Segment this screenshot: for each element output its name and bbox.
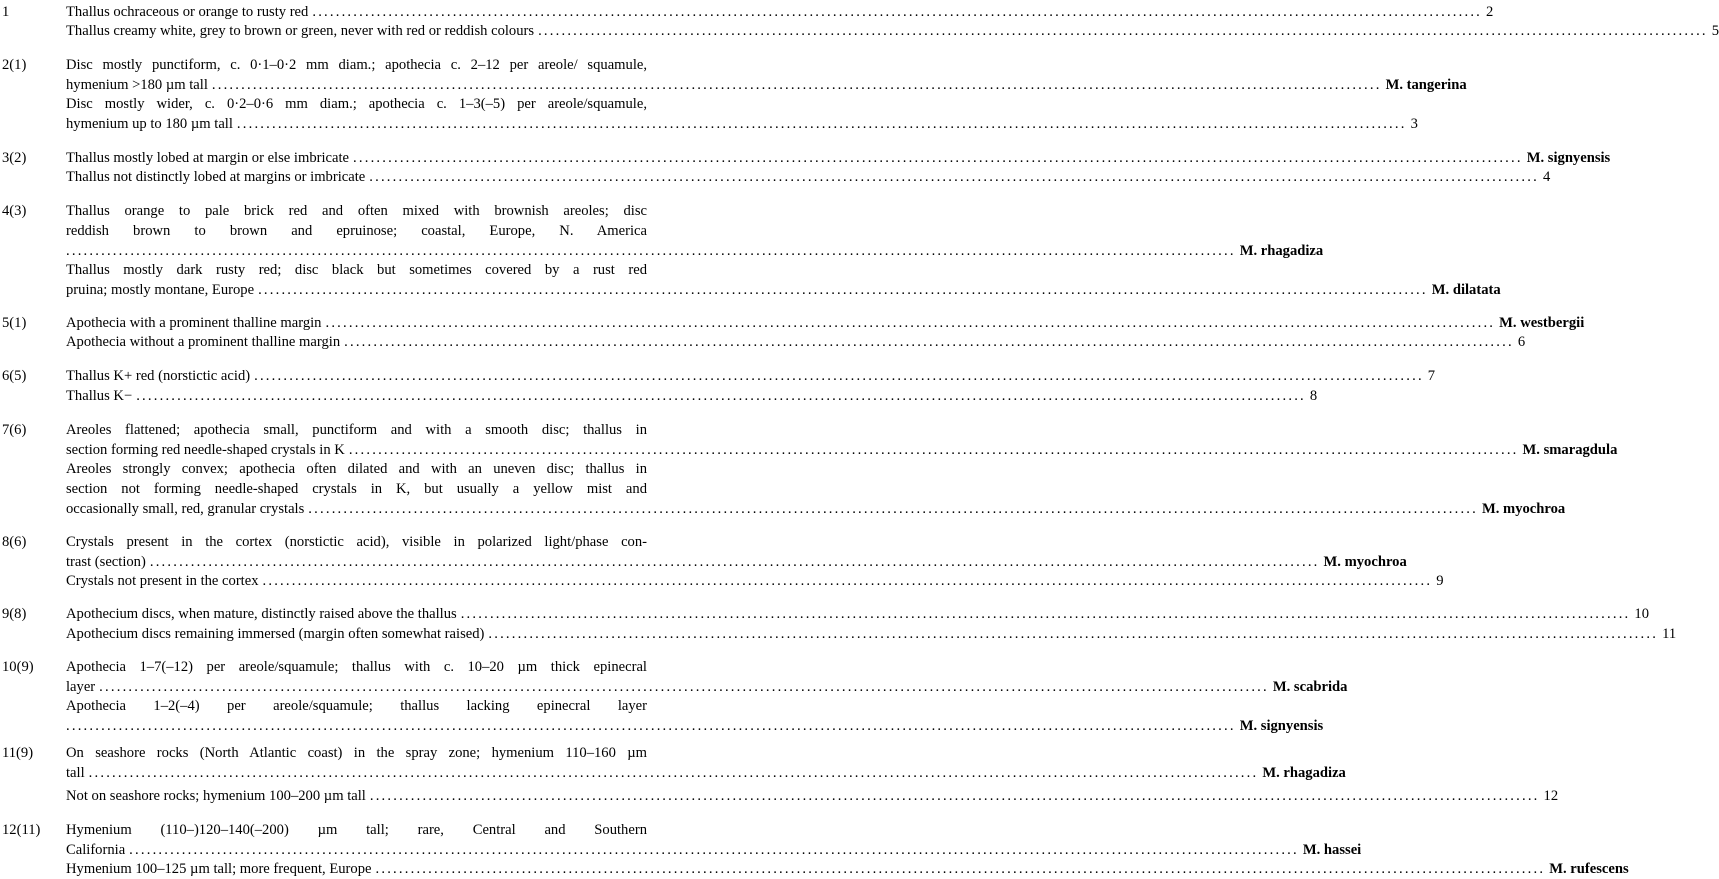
- lead-final-line: [66, 366, 1436, 386]
- taxon-name: M. rhagadiza: [1239, 243, 1324, 259]
- lead-final-line: [66, 716, 1324, 736]
- couplet-reference: 8: [1309, 388, 1318, 404]
- taxon-name: M. hassei: [1302, 842, 1362, 858]
- lead-text: Thallus ochraceous or orange to rusty red: [66, 4, 309, 20]
- taxon-name: M. signyensis: [1526, 150, 1611, 166]
- leader-dots: ........................................................................................................................................................................................................: [538, 23, 1708, 39]
- taxon-name: M. tangerina: [1385, 77, 1467, 93]
- key-lead: [66, 201, 1324, 261]
- key-lead: [66, 532, 1407, 572]
- lead-final-line: [66, 786, 1559, 806]
- lead-text: Apothecium discs remaining immersed (margin often somewhat raised): [66, 626, 485, 642]
- lead-text-line: Crystals present in the cortex (norstictic acid), visible in polarized light/phase con-: [66, 534, 647, 550]
- key-lead: [66, 386, 1318, 406]
- taxon-name: M. rufescens: [1549, 861, 1629, 877]
- lead-final-line: [66, 114, 1418, 134]
- lead-text-line: Thallus orange to pale brick red and often mixed with brownish areoles; disc: [66, 203, 647, 219]
- lead-final-line: [66, 313, 1585, 333]
- lead-final-line: [66, 571, 1444, 591]
- lead-final-line: [66, 148, 1611, 168]
- couplet-reference: 4: [1542, 169, 1551, 185]
- lead-final-line: [66, 75, 1467, 95]
- lead-text: Apothecium discs, when mature, distinctly raised above the thallus: [66, 606, 457, 622]
- taxon-name: M. rhagadiza: [1262, 765, 1346, 781]
- key-lead: [66, 786, 1559, 806]
- key-lead: [66, 94, 1418, 134]
- lead-text: Apothecia with a prominent thalline margin: [66, 315, 322, 331]
- leader-dots: ........................................................................................................................................................................................................: [258, 282, 1428, 298]
- lead-text: Apothecia without a prominent thalline margin: [66, 334, 341, 350]
- lead-text: layer: [66, 679, 96, 695]
- leader-dots: ........................................................................................................................................................................................................: [99, 679, 1269, 695]
- lead-text: hymenium up to 180 µm tall: [66, 116, 233, 132]
- lead-final-line: [66, 604, 1649, 624]
- taxon-name: M. dilatata: [1431, 282, 1501, 298]
- lead-text: Thallus K+ red (norstictic acid): [66, 368, 251, 384]
- leader-dots: ........................................................................................................................................................................................................: [344, 334, 1514, 350]
- lead-text-line: Areoles flattened; apothecia small, punctiform and with a smooth disc; thallus in: [66, 422, 647, 438]
- key-lead: [66, 313, 1585, 333]
- leader-dots: ........................................................................................................................................................................................................: [369, 169, 1539, 185]
- lead-final-line: [66, 677, 1348, 697]
- couplet-reference: 7: [1427, 368, 1436, 384]
- taxon-name: M. westbergii: [1499, 315, 1585, 331]
- lead-text: hymenium >180 µm tall: [66, 77, 208, 93]
- key-lead: [66, 604, 1649, 624]
- leader-dots: ........................................................................................................................................................................................................: [149, 554, 1320, 570]
- key-lead: [66, 332, 1526, 352]
- couplet-number: 3(2): [2, 150, 27, 166]
- key-lead: [66, 366, 1436, 386]
- key-lead: [66, 657, 1348, 697]
- lead-text: Crystals not present in the cortex: [66, 573, 259, 589]
- key-lead: [66, 55, 1467, 95]
- lead-final-line: [66, 241, 1324, 261]
- lead-final-line: [66, 552, 1407, 572]
- taxon-name: M. scabrida: [1272, 679, 1348, 695]
- lead-text-line: Apothecia 1–2(–4) per areole/squamule; thallus lacking epinecral layer: [66, 698, 647, 714]
- lead-text-line: Disc mostly wider, c. 0·2–0·6 mm diam.; apothecia c. 1–3(–5) per areole/squamule,: [66, 96, 647, 112]
- leader-dots: ........................................................................................................................................................................................................: [308, 501, 1478, 517]
- lead-final-line: [66, 280, 1501, 300]
- couplet-reference: 10: [1634, 606, 1649, 622]
- key-lead: [66, 571, 1444, 591]
- couplet-number: 9(8): [2, 606, 27, 622]
- lead-final-line: [66, 21, 1719, 41]
- key-lead: [66, 420, 1618, 460]
- couplet-number: 8(6): [2, 534, 27, 550]
- key-lead: [66, 148, 1611, 168]
- lead-final-line: [66, 624, 1677, 644]
- lead-final-line: [66, 386, 1318, 406]
- leader-dots: ........................................................................................................................................................................................................: [348, 442, 1519, 458]
- taxon-name: M. signyensis: [1239, 718, 1324, 734]
- leader-dots: ........................................................................................................................................................................................................: [88, 765, 1259, 781]
- couplet-number: 5(1): [2, 315, 27, 331]
- lead-final-line: [66, 332, 1526, 352]
- leader-dots: ........................................................................................................................................................................................................: [325, 315, 1496, 331]
- lead-final-line: [66, 2, 1494, 22]
- lead-text-line: Areoles strongly convex; apothecia often dilated and with an uneven disc; thallus in: [66, 461, 647, 477]
- lead-text-line: Thallus mostly dark rusty red; disc black but sometimes covered by a rust red: [66, 262, 647, 278]
- key-lead: [66, 743, 1346, 783]
- couplet-number: 10(9): [2, 659, 34, 675]
- leader-dots: ........................................................................................................................................................................................................: [236, 116, 1407, 132]
- lead-final-line: [66, 499, 1566, 519]
- leader-dots: ........................................................................................................................................................................................................: [488, 626, 1659, 642]
- leader-dots: ........................................................................................................................................................................................................: [353, 150, 1523, 166]
- lead-text: section forming red needle-shaped crystals in K: [66, 442, 345, 458]
- key-lead: [66, 696, 1324, 736]
- couplet-reference: 3: [1410, 116, 1418, 132]
- couplet-number: 4(3): [2, 203, 27, 219]
- couplet-reference: 5: [1711, 23, 1719, 39]
- leader-dots: ........................................................................................................................................................................................................: [460, 606, 1631, 622]
- leader-dots: ........................................................................................................................................................................................................: [211, 77, 1382, 93]
- couplet-number: 11(9): [2, 745, 34, 761]
- lead-text: trast (section): [66, 554, 146, 570]
- key-lead: [66, 624, 1677, 644]
- leader-dots: ........................................................................................................................................................................................................: [262, 573, 1433, 589]
- lead-final-line: [66, 440, 1618, 460]
- lead-text: Thallus not distinctly lobed at margins or imbricate: [66, 169, 366, 185]
- leader-dots: ........................................................................................................................................................................................................: [136, 388, 1306, 404]
- lead-text: Thallus mostly lobed at margin or else imbricate: [66, 150, 350, 166]
- lead-final-line: [66, 840, 1362, 860]
- lead-text-line: Disc mostly punctiform, c. 0·1–0·2 mm diam.; apothecia c. 2–12 per areole/ squamule,: [66, 57, 647, 73]
- lead-final-line: [66, 859, 1629, 879]
- lead-text-line: section not forming needle-shaped crystals in K, but usually a yellow mist and: [66, 481, 647, 497]
- lead-text: Thallus K−: [66, 388, 133, 404]
- lead-text: tall: [66, 765, 85, 781]
- taxon-name: M. smaragdula: [1522, 442, 1618, 458]
- lead-final-line: [66, 763, 1346, 783]
- leader-dots: ........................................................................................................................................................................................................: [312, 4, 1483, 20]
- couplet-reference: 12: [1543, 788, 1559, 804]
- lead-text-line: On seashore rocks (North Atlantic coast) in the spray zone; hymenium 110–160 µm: [66, 745, 647, 761]
- couplet-reference: 11: [1662, 626, 1677, 642]
- taxon-name: M. myochroa: [1481, 501, 1566, 517]
- couplet-number: 12(11): [2, 822, 41, 838]
- leader-dots: ........................................................................................................................................................................................................: [369, 788, 1540, 804]
- lead-text: Not on seashore rocks; hymenium 100–200 µm tall: [66, 788, 366, 804]
- couplet-number: 1: [2, 4, 10, 20]
- lead-final-line: [66, 167, 1551, 187]
- key-lead: [66, 859, 1629, 879]
- key-lead: [66, 820, 1362, 860]
- lead-text-line: Apothecia 1–7(–12) per areole/squamule; thallus with c. 10–20 µm thick epinecral: [66, 659, 647, 675]
- key-lead: [66, 260, 1501, 300]
- couplet-reference: 2: [1486, 4, 1494, 20]
- couplet-number: 6(5): [2, 368, 27, 384]
- taxon-name: M. myochroa: [1323, 554, 1407, 570]
- leader-dots: ........................................................................................................................................................................................................: [66, 243, 1236, 259]
- lead-text: pruina; mostly montane, Europe: [66, 282, 255, 298]
- lead-text: Thallus creamy white, grey to brown or green, never with red or reddish colours: [66, 23, 535, 39]
- lead-text: California: [66, 842, 126, 858]
- leader-dots: ........................................................................................................................................................................................................: [129, 842, 1299, 858]
- key-lead: [66, 21, 1719, 41]
- key-lead: [66, 167, 1551, 187]
- lead-text: Hymenium 100–125 µm tall; more frequent, Europe: [66, 861, 372, 877]
- lead-text-line: reddish brown to brown and epruinose; coastal, Europe, N. America: [66, 223, 647, 239]
- leader-dots: ........................................................................................................................................................................................................: [375, 861, 1546, 877]
- couplet-number: 2(1): [2, 57, 27, 73]
- couplet-reference: 9: [1436, 573, 1444, 589]
- couplet-reference: 6: [1517, 334, 1526, 350]
- leader-dots: ........................................................................................................................................................................................................: [254, 368, 1424, 384]
- key-lead: [66, 2, 1494, 22]
- lead-text-line: Hymenium (110–)120–140(–200) µm tall; rare, Central and Southern: [66, 822, 647, 838]
- lead-text: occasionally small, red, granular crystals: [66, 501, 305, 517]
- couplet-number: 7(6): [2, 422, 27, 438]
- key-lead: [66, 459, 1566, 519]
- leader-dots: ........................................................................................................................................................................................................: [66, 718, 1236, 734]
